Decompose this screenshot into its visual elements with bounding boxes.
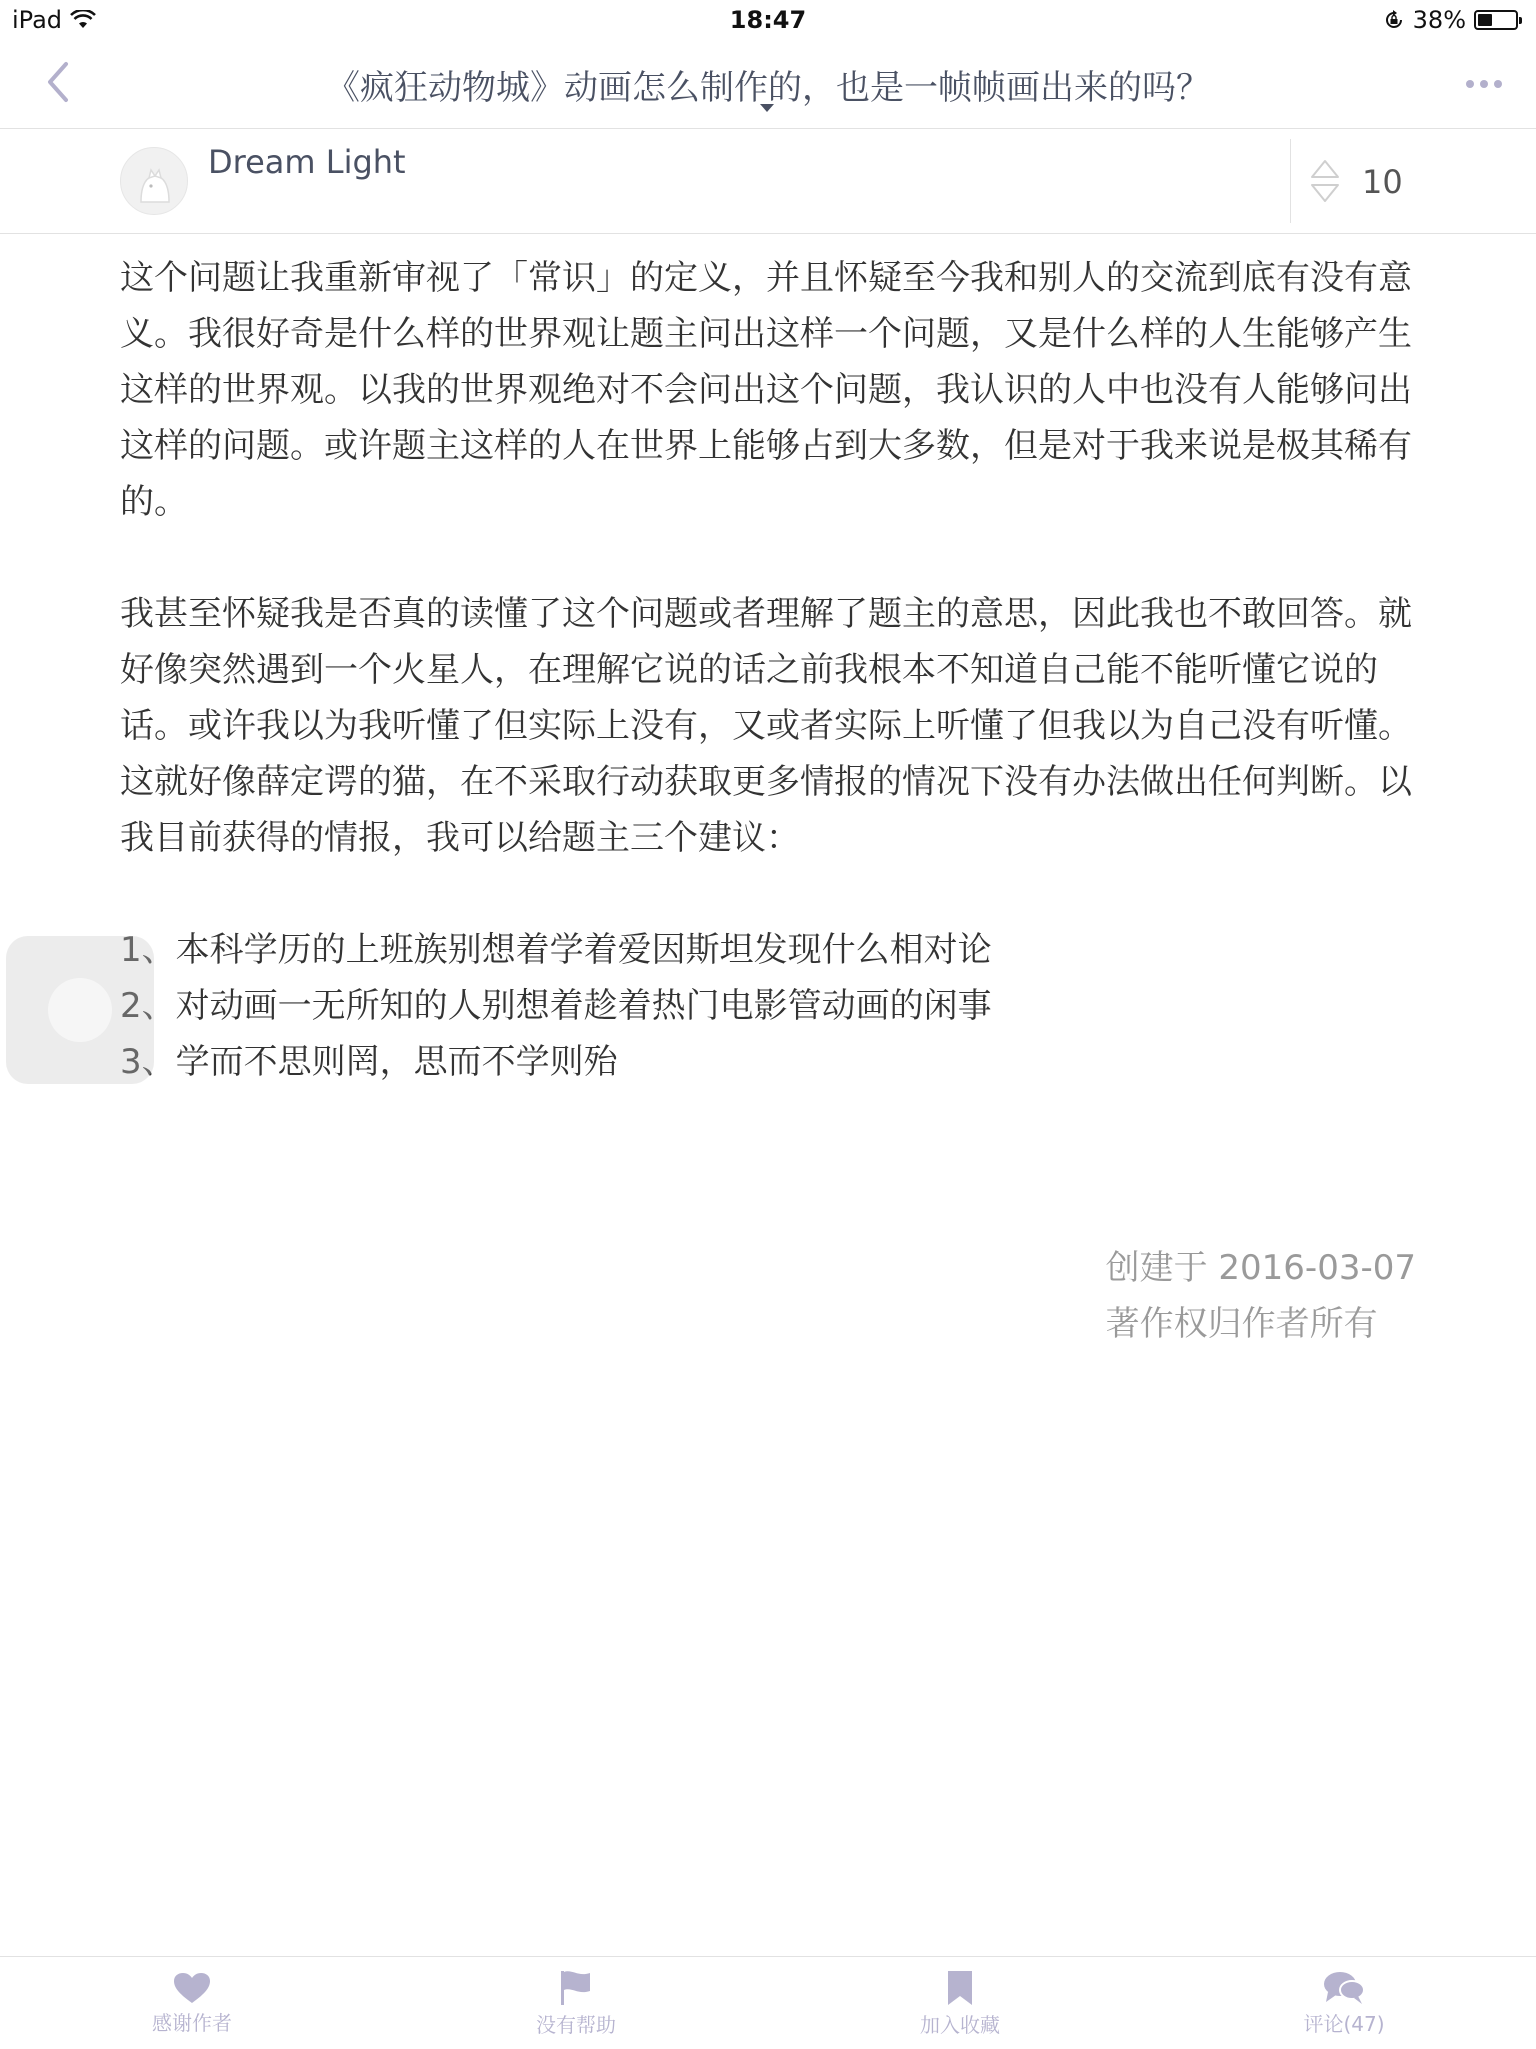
chevron-left-icon	[44, 60, 72, 104]
more-button[interactable]	[1454, 64, 1514, 104]
list-item: 1、本科学历的上班族别想着学着爱因斯坦发现什么相对论	[120, 930, 992, 970]
answer-paragraph: 这个问题让我重新审视了「常识」的定义，并且怀疑至今我和别人的交流到底有没有意义。我很好奇是什么样的世界观让题主问出这样一个问题，又是什么样的人生能够产生这样的世界观。以我的世界观绝对不会问出这个问题，我认识的人中也没有人能够问出这样的问题。或许题主这样的人在世界上能够占到大多数，但是对于我来说是极其稀有的。	[120, 258, 1412, 522]
battery-icon	[1474, 10, 1518, 30]
caret-down-icon[interactable]	[760, 104, 774, 112]
avatar[interactable]	[120, 147, 188, 215]
author-row	[0, 129, 1536, 234]
rotation-lock-icon	[1383, 9, 1405, 31]
created-date: 创建于 2016-03-07	[1105, 1248, 1416, 1288]
no-help-button[interactable]	[384, 1957, 768, 2049]
nav-bar	[0, 40, 1536, 129]
more-dot-icon	[1466, 80, 1474, 88]
status-bar	[0, 0, 1536, 40]
bottom-toolbar	[0, 1956, 1536, 2049]
vote-count: 10	[1362, 163, 1403, 201]
page-title[interactable]: 《疯狂动物城》动画怎么制作的，也是一帧帧画出来的吗？	[326, 68, 1210, 108]
more-dot-icon	[1494, 80, 1502, 88]
author-name[interactable]: Dream Light	[208, 143, 406, 181]
copyright-notice: 著作权归作者所有	[1105, 1304, 1378, 1344]
battery-percent: 38%	[1412, 6, 1466, 34]
vote-arrows-icon	[1308, 157, 1342, 205]
battery-fill	[1478, 14, 1492, 26]
vote-button[interactable]	[1308, 157, 1342, 205]
paragraph-gap	[120, 530, 1420, 586]
tab-label: 感谢作者	[152, 2010, 232, 2035]
comment-bubbles-icon	[1322, 1970, 1366, 2006]
assistive-touch-button[interactable]	[6, 936, 154, 1084]
bookmark-icon	[946, 1969, 974, 2007]
tab-label: 评论(47)	[1303, 2011, 1385, 2036]
heart-icon	[172, 1971, 212, 2005]
list-item: 2、对动画一无所知的人别想着趁着热门电影管动画的闲事	[120, 986, 992, 1026]
more-dot-icon	[1480, 80, 1488, 88]
answer-paragraph: 我甚至怀疑我是否真的读懂了这个问题或者理解了题主的意思，因此我也不敢回答。就好像突然遇到一个火星人，在理解它说的话之前我根本不知道自己能不能听懂它说的话。或许我以为我听懂了但实际上没有，又或者实际上听懂了但我以为自己没有听懂。这就好像薛定谔的猫，在不采取行动获取更多情报的情况下没有办法做出任何判断。以我目前获得的情报，我可以给题主三个建议：	[120, 594, 1412, 858]
tab-label: 加入收藏	[920, 2012, 1000, 2037]
list-item: 3、学而不思则罔，思而不学则殆	[120, 1042, 618, 1082]
comments-button[interactable]	[1152, 1957, 1536, 2049]
back-button[interactable]	[30, 54, 86, 110]
thank-author-button[interactable]	[0, 1957, 384, 2049]
paragraph-gap	[120, 866, 1420, 922]
add-favorite-button[interactable]	[768, 1957, 1152, 2049]
device-label: iPad	[12, 6, 63, 34]
avatar-placeholder-icon	[121, 148, 188, 215]
divider	[1290, 139, 1291, 223]
tab-label: 没有帮助	[536, 2012, 616, 2037]
answer-content	[120, 250, 1420, 1090]
status-time: 18:47	[729, 6, 807, 34]
flag-icon	[558, 1969, 594, 2007]
status-right	[1383, 6, 1518, 34]
answer-meta	[1106, 1240, 1416, 1352]
